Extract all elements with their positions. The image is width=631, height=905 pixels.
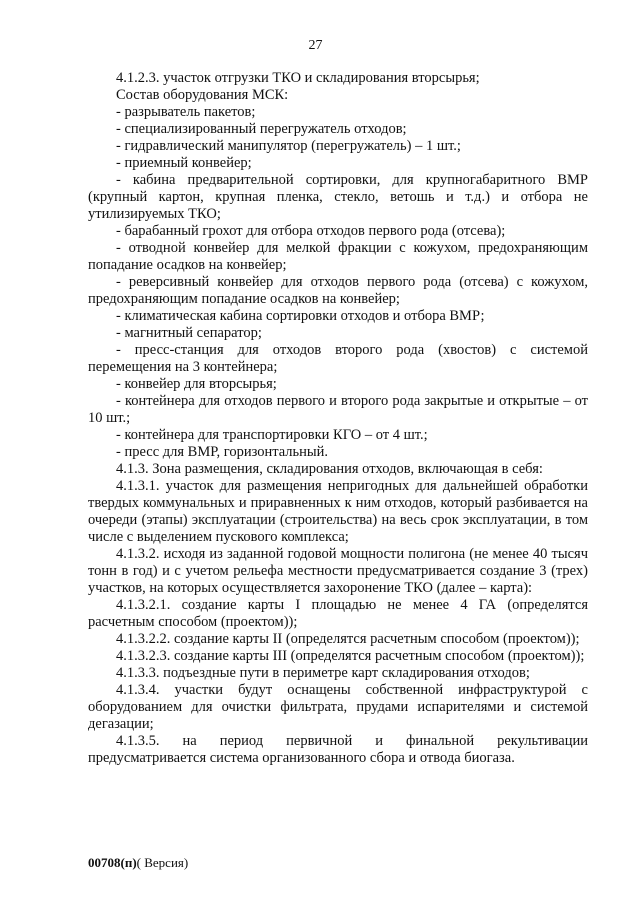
document-footer bbox=[88, 855, 188, 871]
paragraph: - приемный конвейер; bbox=[116, 155, 252, 171]
paragraph: - барабанный грохот для отбора отходов первого рода (отсева); bbox=[116, 223, 506, 239]
paragraph: 4.1.3.4. участки будут оснащены собственной инфраструктурой с оборудованием для очистки фильтрата, прудами испарителями и системой дегазации; bbox=[88, 682, 588, 732]
document-version: ( Версия) bbox=[136, 855, 189, 870]
paragraph: - климатическая кабина сортировки отходов и отбора ВМР; bbox=[116, 308, 485, 324]
paragraph: - магнитный сепаратор; bbox=[116, 325, 262, 341]
page-number: 27 bbox=[308, 38, 323, 53]
paragraph: - пресс для ВМР, горизонтальный. bbox=[116, 444, 329, 460]
paragraph: 4.1.3.2.3. создание карты III (определятся расчетным способом (проектом)); bbox=[116, 648, 585, 664]
paragraph: - гидравлический манипулятор (перегружатель) – 1 шт.; bbox=[116, 138, 461, 154]
paragraph: Состав оборудования МСК: bbox=[116, 87, 289, 103]
paragraph: - специализированный перегружатель отходов; bbox=[116, 121, 407, 137]
paragraph: - разрыватель пакетов; bbox=[116, 104, 256, 120]
paragraph: - пресс-станция для отходов второго рода (хвостов) с системой перемещения на 3 контейнера; bbox=[88, 342, 588, 375]
document-code: 00708(п) bbox=[88, 855, 137, 870]
paragraph: - контейнера для отходов первого и второго рода закрытые и открытые – от 10 шт.; bbox=[88, 393, 588, 426]
document-body bbox=[88, 70, 588, 767]
paragraph: 4.1.3.1. участок для размещения непригодных для дальнейшей обработки твердых коммунальных и приравненных к ним отходов, который разбивается на очереди (этапы) эксплуатации (строительства) на весь срок эксплуатации, в том числе с выделением пускового комплекса; bbox=[88, 478, 588, 545]
paragraph: 4.1.3.3. подъездные пути в периметре карт складирования отходов; bbox=[116, 665, 530, 681]
paragraph: - кабина предварительной сортировки, для крупногабаритного ВМР (крупный картон, крупная пленка, стекло, ветошь и т.д.) и отбора не утилизируемых ТКО; bbox=[88, 172, 588, 222]
paragraph: 4.1.3.5. на период первичной и финальной рекультивации предусматривается система организованного сбора и отвода биогаза. bbox=[88, 733, 588, 766]
paragraph: - отводной конвейер для мелкой фракции с кожухом, предохраняющим попадание осадков на конвейер; bbox=[88, 240, 588, 273]
paragraph: - конвейер для вторсырья; bbox=[116, 376, 277, 392]
paragraph: - контейнера для транспортировки КГО – от 4 шт.; bbox=[116, 427, 428, 443]
paragraph: 4.1.3.2. исходя из заданной годовой мощности полигона (не менее 40 тысяч тонн в год) и с учетом рельефа местности предусматривается создание 3 (трех) участков, на которых осуществляется захоронение ТКО (далее – карта): bbox=[88, 546, 588, 596]
paragraph: 4.1.3.2.1. создание карты I площадью не менее 4 ГА (определятся расчетным способом (проектом)); bbox=[88, 597, 588, 630]
paragraph: 4.1.3.2.2. создание карты II (определятся расчетным способом (проектом)); bbox=[116, 631, 580, 647]
paragraph: - реверсивный конвейер для отходов первого рода (отсева) с кожухом, предохраняющим попадание осадков на конвейер; bbox=[88, 274, 588, 307]
paragraph: 4.1.3. Зона размещения, складирования отходов, включающая в себя: bbox=[116, 461, 543, 477]
paragraph: 4.1.2.3. участок отгрузки ТКО и складирования вторсырья; bbox=[116, 70, 480, 86]
